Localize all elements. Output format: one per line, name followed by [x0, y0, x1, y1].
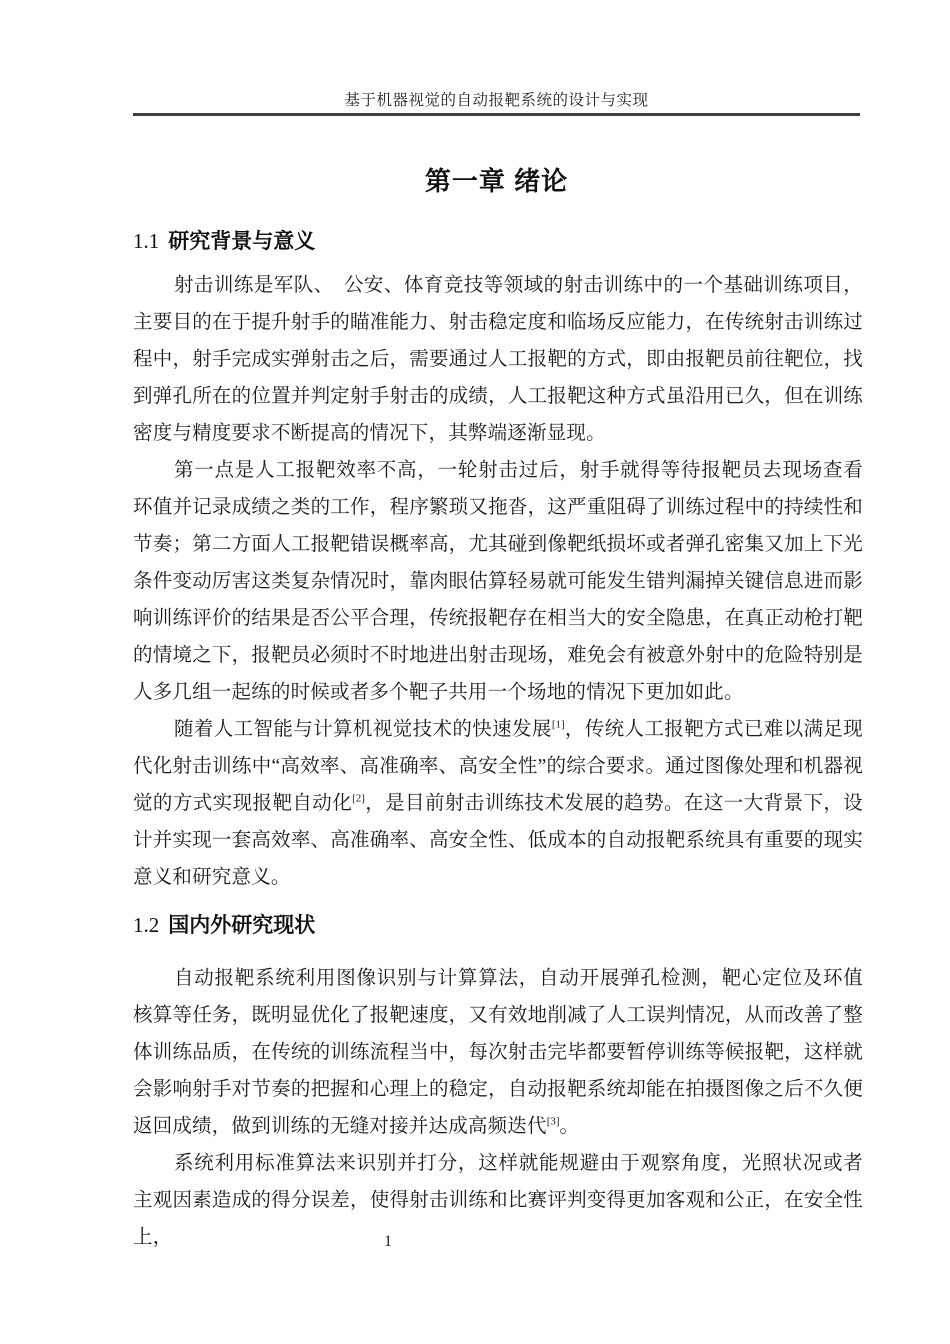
section-heading: [133, 226, 863, 257]
section-title: 国内外研究现状: [168, 914, 316, 937]
citation-ref: [1]: [551, 718, 565, 731]
page-number: 1: [384, 1233, 392, 1250]
section-heading: [133, 910, 863, 941]
section: [133, 910, 863, 1256]
running-header: [133, 91, 860, 116]
document-body: [133, 226, 863, 1256]
running-header-title: 基于机器视觉的自动报靶系统的设计与实现: [344, 92, 649, 109]
citation-ref: [3]: [546, 1115, 560, 1128]
section: [133, 226, 863, 896]
section-number: 1.1: [133, 229, 160, 253]
chapter-title: 第一章 绪论: [424, 166, 569, 196]
citation-ref: [2]: [352, 792, 365, 805]
paragraph: 自动报靶系统利用图像识别与计算算法，自动开展弹孔检测，靶心定位及环值核算等任务，既明显优化了报靶速度，又有效地削减了人工误判情况，从而改善了整体训练品质，在传统的训练流程当中，每次射击完毕都要暂停训练等候报靶，这样就会影响射手对节奏的把握和心理上的稳定，自动报靶系统却能在拍摄图像之后不久便返回成绩，做到训练的无缝对接并达成高频迭代[3]。: [133, 968, 863, 1137]
paragraph: 系统利用标准算法来识别并打分，这样就能规避由于观察角度，光照状况或者主观因素造成的得分误差，使得射击训练和比赛评判变得更加客观和公正，在安全性上，: [133, 1153, 863, 1248]
paragraph: 第一点是人工报靶效率不高，一轮射击过后，射手就得等待报靶员去现场查看环值并记录成绩之类的工作，程序繁琐又拖沓，这严重阻碍了训练过程中的持续性和节奏；第二方面人工报靶错误概率高，尤其碰到像靶纸损坏或者弹孔密集又加上下光条件变动厉害这类复杂情况时，靠肉眼估算轻易就可能发生错判漏掉关键信息进而影响训练评价的结果是否公平合理，传统报靶存在相当大的安全隐患，在真正动枪打靶的情境之下，报靶员必须时不时地进出射击现场，难免会有被意外射中的危险特别是人多几组一起练的时候或者多个靶子共用一个场地的情况下更加如此。: [133, 460, 863, 703]
section-title: 研究背景与意义: [168, 230, 316, 253]
paragraph: 随着人工智能与计算机视觉技术的快速发展[1]，传统人工报靶方式已难以满足现代化射击训练中“高效率、高准确率、高安全性”的综合要求。通过图像处理和机器视觉的方式实现报靶自动化[2]，是目前射击训练技术发展的趋势。在这一大背景下，设计并实现一套高效率、高准确率、高安全性、低成本的自动报靶系统具有重要的现实意义和研究意义。: [133, 718, 863, 888]
paragraph: 射击训练是军队、 公安、体育竞技等领域的射击训练中的一个基础训练项目，主要目的在于提升射手的瞄准能力、射击稳定度和临场反应能力，在传统射击训练过程中，射手完成实弹射击之后，需要通过人工报靶的方式，即由报靶员前往靶位，找到弹孔所在的位置并判定射手射击的成绩，人工报靶这种方式虽沿用已久，但在训练密度与精度要求不断提高的情况下，其弊端逐渐显现。: [133, 275, 863, 444]
section-number: 1.2: [133, 913, 160, 937]
